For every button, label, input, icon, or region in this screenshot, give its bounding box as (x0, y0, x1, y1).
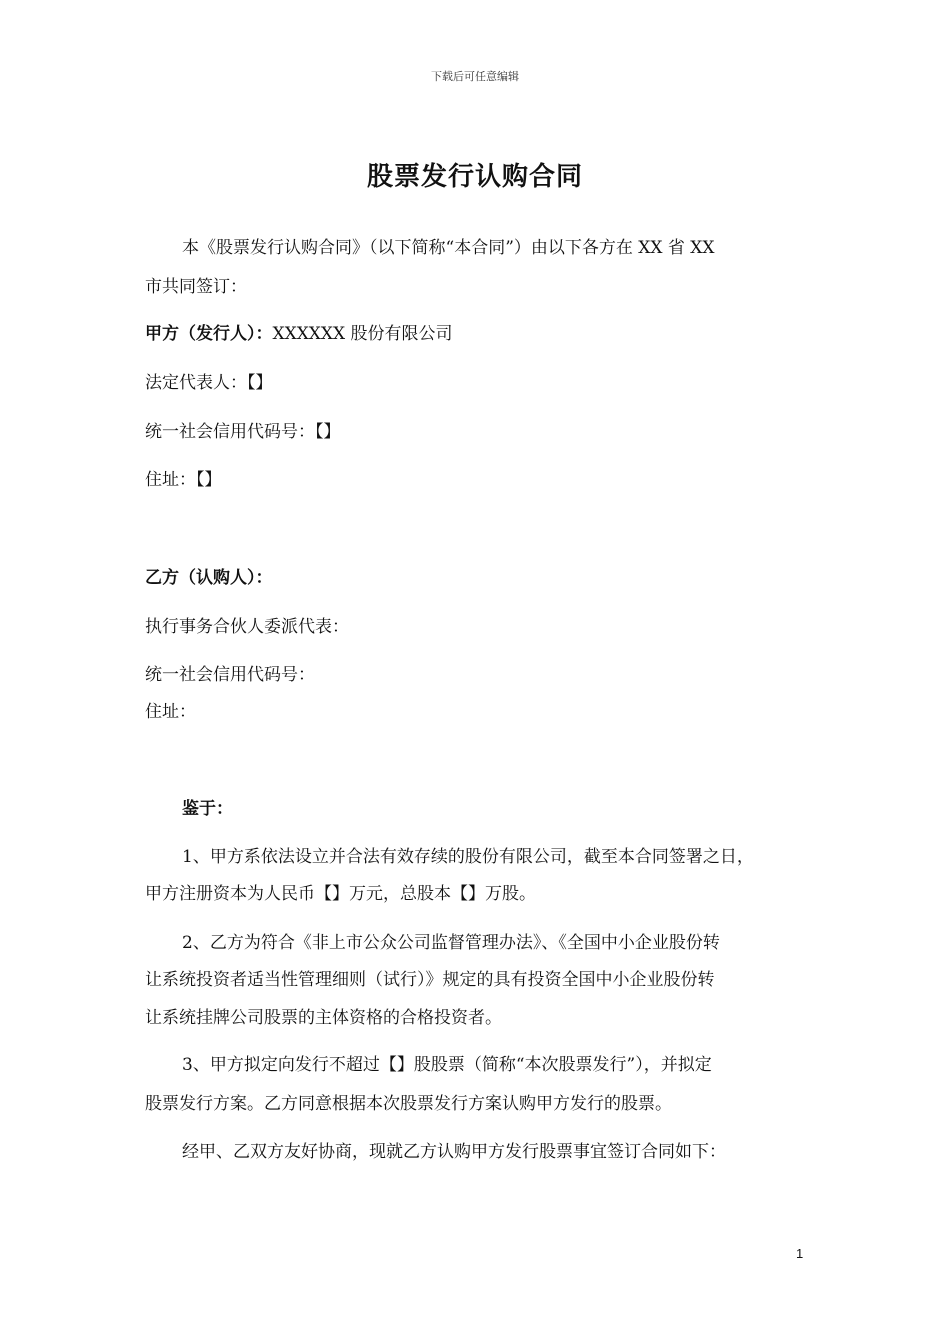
party-a-legal-rep: 法定代表人：【】 (145, 373, 273, 393)
page-number: 1 (796, 1246, 804, 1261)
party-b-credit-code: 统一社会信用代码号： (145, 665, 315, 685)
whereas-conclusion: 经甲、乙双方友好协商，现就乙方认购甲方发行股票事宜签订合同如下： (182, 1142, 726, 1162)
whereas-item1-line1: 1、甲方系依法设立并合法有效存续的股份有限公司，截至本合同签署之日， (182, 847, 754, 867)
party-b-address: 住址： (145, 702, 196, 722)
whereas-item3-line2: 股票发行方案。乙方同意根据本次股票发行方案认购甲方发行的股票。 (145, 1094, 672, 1114)
document-title: 股票发行认购合同 (366, 162, 583, 192)
intro-line-2: 市共同签订： (145, 277, 247, 297)
party-a-label: 甲方（发行人）： (145, 324, 273, 344)
header-note: 下载后可任意编辑 (431, 70, 519, 83)
whereas-item2-line3: 让系统挂牌公司股票的主体资格的合格投资者。 (145, 1008, 502, 1028)
party-a-name: XXXXXX 股份有限公司 (272, 324, 453, 344)
party-b-label: 乙方（认购人）： (145, 568, 273, 588)
whereas-heading: 鉴于： (182, 799, 233, 819)
party-a-credit-code: 统一社会信用代码号：【】 (145, 422, 341, 442)
whereas-item3-line1: 3、甲方拟定向发行不超过【】股股票（简称“本次股票发行”），并拟定 (182, 1055, 712, 1075)
party-b-representative: 执行事务合伙人委派代表： (145, 617, 349, 637)
party-a-line (145, 322, 453, 346)
party-a-address: 住址：【】 (145, 470, 222, 490)
whereas-item2-line1: 2、乙方为符合《非上市公众公司监督管理办法》、《全国中小企业股份转 (182, 933, 720, 953)
whereas-item1-line2: 甲方注册资本为人民币【】万元，总股本【】万股。 (145, 884, 536, 904)
intro-line-1: 本《股票发行认购合同》（以下简称“本合同”）由以下各方在 XX 省 XX (182, 238, 715, 258)
whereas-item2-line2: 让系统投资者适当性管理细则（试行）》规定的具有投资全国中小企业股份转 (145, 970, 715, 990)
